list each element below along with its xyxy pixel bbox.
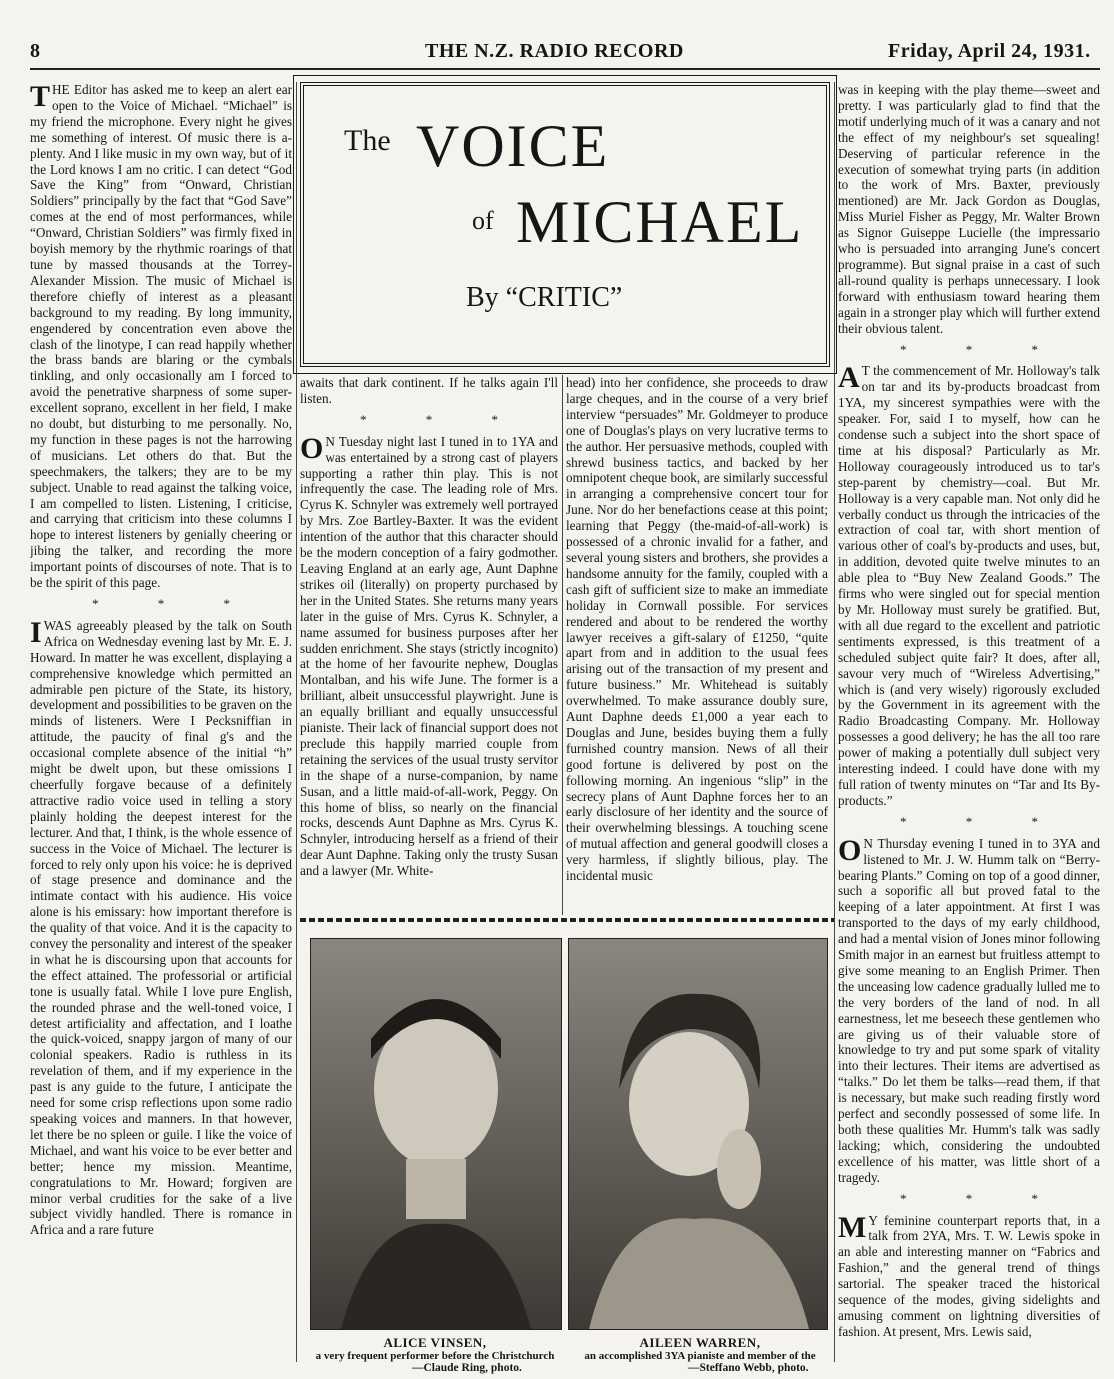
- drop-cap: M: [838, 1210, 867, 1244]
- photo-section-rule: [300, 918, 835, 922]
- title-of: of: [472, 206, 494, 235]
- column-3: [566, 375, 828, 915]
- alice-vinsen-photo: [310, 938, 562, 1330]
- page-number: 8: [30, 40, 41, 62]
- title-byline: By “CRITIC”: [466, 282, 623, 313]
- portrait-illustration: [311, 939, 561, 1329]
- issue-date: Friday, April 24, 1931.: [888, 40, 1091, 62]
- drop-cap: O: [838, 833, 862, 867]
- drop-cap: A: [838, 361, 860, 395]
- caption-name: ALICE VINSEN,: [383, 1335, 487, 1350]
- aileen-warren-caption: [570, 1336, 830, 1362]
- caption-name: AILEEN WARREN,: [639, 1335, 761, 1350]
- alice-vinsen-caption: [305, 1336, 565, 1362]
- drop-cap: O: [300, 431, 324, 465]
- column-2-opening: awaits that dark continent. If he talks again I'll listen.: [300, 375, 558, 406]
- section-separator: * * *: [900, 341, 1066, 357]
- column-divider: [834, 82, 835, 1362]
- caption-text: an accomplished 3YA pianiste and member of the: [584, 1350, 816, 1362]
- title-michael: MICHAEL: [516, 189, 804, 255]
- title-the: The: [344, 124, 391, 157]
- section-separator: * * *: [360, 411, 526, 427]
- south-africa-paragraph: IWAS agreeably pleased by the talk on South Africa on Wednesday evening last by Mr. E. J. Howard. In matter he was excellent, displaying a comprehensive knowledge which permitted an admirable pen picture of the State, its history, development and possibilities to be graven on the minds of listeners. Were I Pecksniffian in attitude, the paucity of final g's and the occasional complete absence of the initial “h” might be dwelt upon, but these omissions I cheerfully forgave because of a definitely attractive radio voice used in telling a story plainly holding the deepest interest for the lecturer. And that, I think, is the whole essence of success in the Voice of Michael. The lecturer is forced to rely only upon his voice: he is deprived of stage presence and dominance and the intimate contact with his audience. His voice alone is his emissary: how important therefore is the quality of that voice. And it is the capacity to convey the personality and interest of the speaker in what he is discoursing upon that accounts for the effect attained. The professorial or artificial tone is usually fatal. While I love pure English, the rounded phrase and the well-toned voice, I detest artificiality and affectation, and I loathe the quick-voiced, snappy jargon of many of our colonial speakers. Radio is ruthless in its revelation of them, and if my experience in the past is any guide to the future, I anticipate the need for some crisp reflections upon some radio speaking voices and manners. In that however, let there be no spleen or guile. I like the voice of Michael, and want his voice to be ever better and better; hence my mission. Meantime, congratulations to Mr. Howard; forgiven are minor verbal crudities for the sake of a live subject vividly handled. There is romance in Africa and a rare future: [30, 615, 292, 1238]
- section-separator: * * *: [900, 1190, 1066, 1206]
- section-separator: * * *: [900, 813, 1066, 829]
- column-4: [838, 82, 1100, 1367]
- article-intro-paragraph: THE Editor has asked me to keep an alert ear open to the Voice of Michael. “Michael” is my friend the microphone. Every night he gives me something of interest. Of music there is a-plenty. And I like music in my own way, but of it the Lord knows I am no critic. I can detect “God Save the King” from “Onward, Christian Soldiers” principally by the fact that “God Save” comes at the end of most performances, while “Onward, Christian Soldiers” was firmly fixed in boyish memory by the rhythmic roarings of that tune by massed thousands at the Torrey-Alexander Mission. The music of Michael is therefore chiefly of interest as a pleasant background to my reading. By long immunity, engendered by concentration even above the clash of the linotype, I can read happily whether the brass bands are blaring or the cymbals tinkling, and only occasionally am I forced to avoid the penetrative sharpness of some super-excellent soprano, excellent in her field, I make no doubt, but disturbing to me personally. No, my function in these pages is not the harrowing of musicians. Let others do that. But the speechmakers, the talkers; they are to be my subject. Unable to read against the talking voice, I am compelled to listen. Listening, I criticise, and carrying that criticism into these columns I hope to interest listeners by genially cheering or jibing the talker, and recording the more important points of discourses of note. That is to be the spirit of this page.: [30, 82, 292, 591]
- section-separator: * * *: [92, 596, 258, 611]
- fashion-talk-paragraph: M Y feminine counterpart reports that, in a talk from 2YA, Mrs. T. W. Lewis spoke in an able and interesting manner on “Fabrics and Fashion,” and the general trend of things sartorial. The speaker traced the historical sequence of the modes, giving sidelights and amusing comment on lightning diversities of fashion. At present, Mrs. Lewis said,: [838, 1210, 1100, 1339]
- aileen-warren-photo: [568, 938, 828, 1330]
- photo-credit: —Steffano Webb, photo.: [688, 1362, 809, 1374]
- drop-cap: I: [30, 615, 42, 649]
- article-title-box: [300, 82, 830, 367]
- play-review-continued: head) into her confidence, she proceeds to draw large cheques, and in the course of a very brief interview “persuades” Mr. Goldmeyer to produce one of Douglas's plays on very lucrative terms to the author. Her persuasive methods, coupled with shrewd business tactics, and backed by her omnipotent cheque book, are similarly successful in arranging a comprehensive concert tour for June. Nor do her benefactions cease at this point; learning that Peggy (the-maid-of-all-work) is possessed of a chronic invalid for a father, and several young sisters and brothers, she provides a handsome annuity for the family, coupled with a cash gift of sufficient size to make an immediate holiday in Cornwall possible. For services rendered and about to be rendered the worthy lawyer receives a gift-salary of £1250, “quite apart from and in addition to the usual fees arising out of the transaction of my present and future business.” Mr. Whitehead is suitably overwhelmed. To make assurance doubly sure, Aunt Daphne deeds £1,000 a year each to Douglas and June, besides buying them a fully furnished country mansion. News of all their good fortune is delivered by post on the following morning. An ingenious “slip” in the secrecy plans of Aunt Daphne forces her to an early disclosure of her identity and the source of their overwhelming blessings. A touching scene of mutual affection and general goodwill closes a very harmless, if slightly bilious, play. The incidental music: [566, 375, 828, 884]
- play-review-conclusion: was in keeping with the play theme—sweet and pretty. I was particularly glad to find that the motif underlying much of it was a canary and not the effect of my neighbour's set squealing! Deserving of particular reference in the execution of somewhat trying parts (in addition to the work of Mrs. Baxter, previously mentioned) are Mr. Jack Gordon as Douglas, Miss Muriel Fisher as Peggy, Mr. Walter Brown as Signor Guiseppe Lucielle (the impressario who is persuaded into arranging June's concert programme). But signal praise in a cast of such all-round quality is perhaps unnecessary. I look forward with enthusiasm toward hearing them again in a stronger play which will further extend their obvious talent.: [838, 82, 1100, 336]
- drop-cap: T: [30, 82, 51, 113]
- header-rule: [30, 68, 1100, 70]
- column-1: [30, 82, 292, 1357]
- publication-title: THE N.Z. RADIO RECORD: [425, 40, 684, 62]
- berry-plants-paragraph: O N Thursday evening I tuned in to 3YA and listened to Mr. J. W. Humm talk on “Berry-bearing Plants.” Coming on top of a good dinner, such a soporific all but proved fatal to the keeping of a later appointment. At first I was transported to the days of my early childhood, and had a mental vision of Jones minor following Smith major in an earnest but fruitless attempt to give some meaning to an English Primer. Then the unceasing low cadence gradually lulled me to the very borders of the land of nod. In all earnestness, let me beseech these gentlemen who are giving us of their valuable store of knowledge to try and put some spark of vitality into their lectures. Their items are advertised as “talks.” Do let them be talks—read them, if that is necessary, but make such reading firstly word perfect and secondly possessed of some life. In both these qualities Mr. Humm's talk was sadly lacking; which, considering the undoubted excellence of his matter, was little short of a tragedy.: [838, 833, 1100, 1185]
- title-voice: VOICE: [416, 113, 610, 179]
- column-divider: [562, 375, 563, 915]
- tar-talk-paragraph: A T the commencement of Mr. Holloway's talk on tar and its by-products broadcast from 1YA, my sincerest sympathies were with the speaker. For, said I to myself, how can he condense such a subject into the short space of time at his disposal? Particularly as Mr. Holloway courageously introduced us to tar's step-parent by chemistry—coal. But Mr. Holloway is a very capable man. Not only did he verbally conduct us through the intricacies of the extraction of coal tar, with short mention of various other of coal's by-products and uses, but, in addition, devoted quite twelve minutes to an able plea to “Buy New Zealand Goods.” The firms who were singled out for special mention by Mr. Holloway must surely be gratified. But, with all due regard to the excellent and patriotic sentiments expressed, is this treatment of a scheduled subject quite fair? It does, after all, savour very much of “Wireless Advertising,” which is (and very wisely) rigorously excluded by the Government in its agreement with the Radio Broadcasting Company. Mr. Holloway possesses a good delivery; he has the all too rare power of making a potentially dull subject very interesting indeed. I could have done with my full ration of twenty minutes on “Tar and Its By-products.”: [838, 361, 1100, 808]
- column-2: [300, 375, 558, 915]
- caption-text: a very frequent performer before the Christchurch: [315, 1350, 555, 1362]
- portrait-illustration: [569, 939, 827, 1329]
- play-review-paragraph: O N Tuesday night last I tuned in to 1YA and was entertained by a strong cast of players supporting a rather thin play. This is not infrequently the case. The leading role of Mrs. Cyrus K. Schnyler was extremely well portrayed by Mrs. Zoe Bartley-Baxter. It was the evident intention of the author that this character should be the modern conception of a fairy godmother. Leaving England at an early age, Aunt Daphne strikes oil (literally) on property purchased by her in the United States. She returns many years later in the guise of Mrs. Cyrus K. Schnyler, a name assumed for business purposes after her sudden enrichment. She stays (strictly incognito) at the home of her favourite nephew, Douglas Montalban, and his wife June. The former is a brilliant, albeit unsuccessful playwright. June is an equally brilliant and equally unsuccessful pianiste. Their lack of financial support does not preclude this happily married couple from retaining the services of the usual trusty servitor in the shape of a nurse-companion, by name Susan, and a little maid-of-all-work, Peggy. On this home of bliss, so nearly on the financial rocks, descends Aunt Daphne as Mrs. Cyrus K. Schnyler, introducing herself as a friend of their dear Aunt Daphne. Taking only the trusty Susan and a lawyer (Mr. White-: [300, 431, 558, 879]
- column-divider: [296, 82, 297, 1362]
- photo-credit: —Claude Ring, photo.: [412, 1362, 522, 1374]
